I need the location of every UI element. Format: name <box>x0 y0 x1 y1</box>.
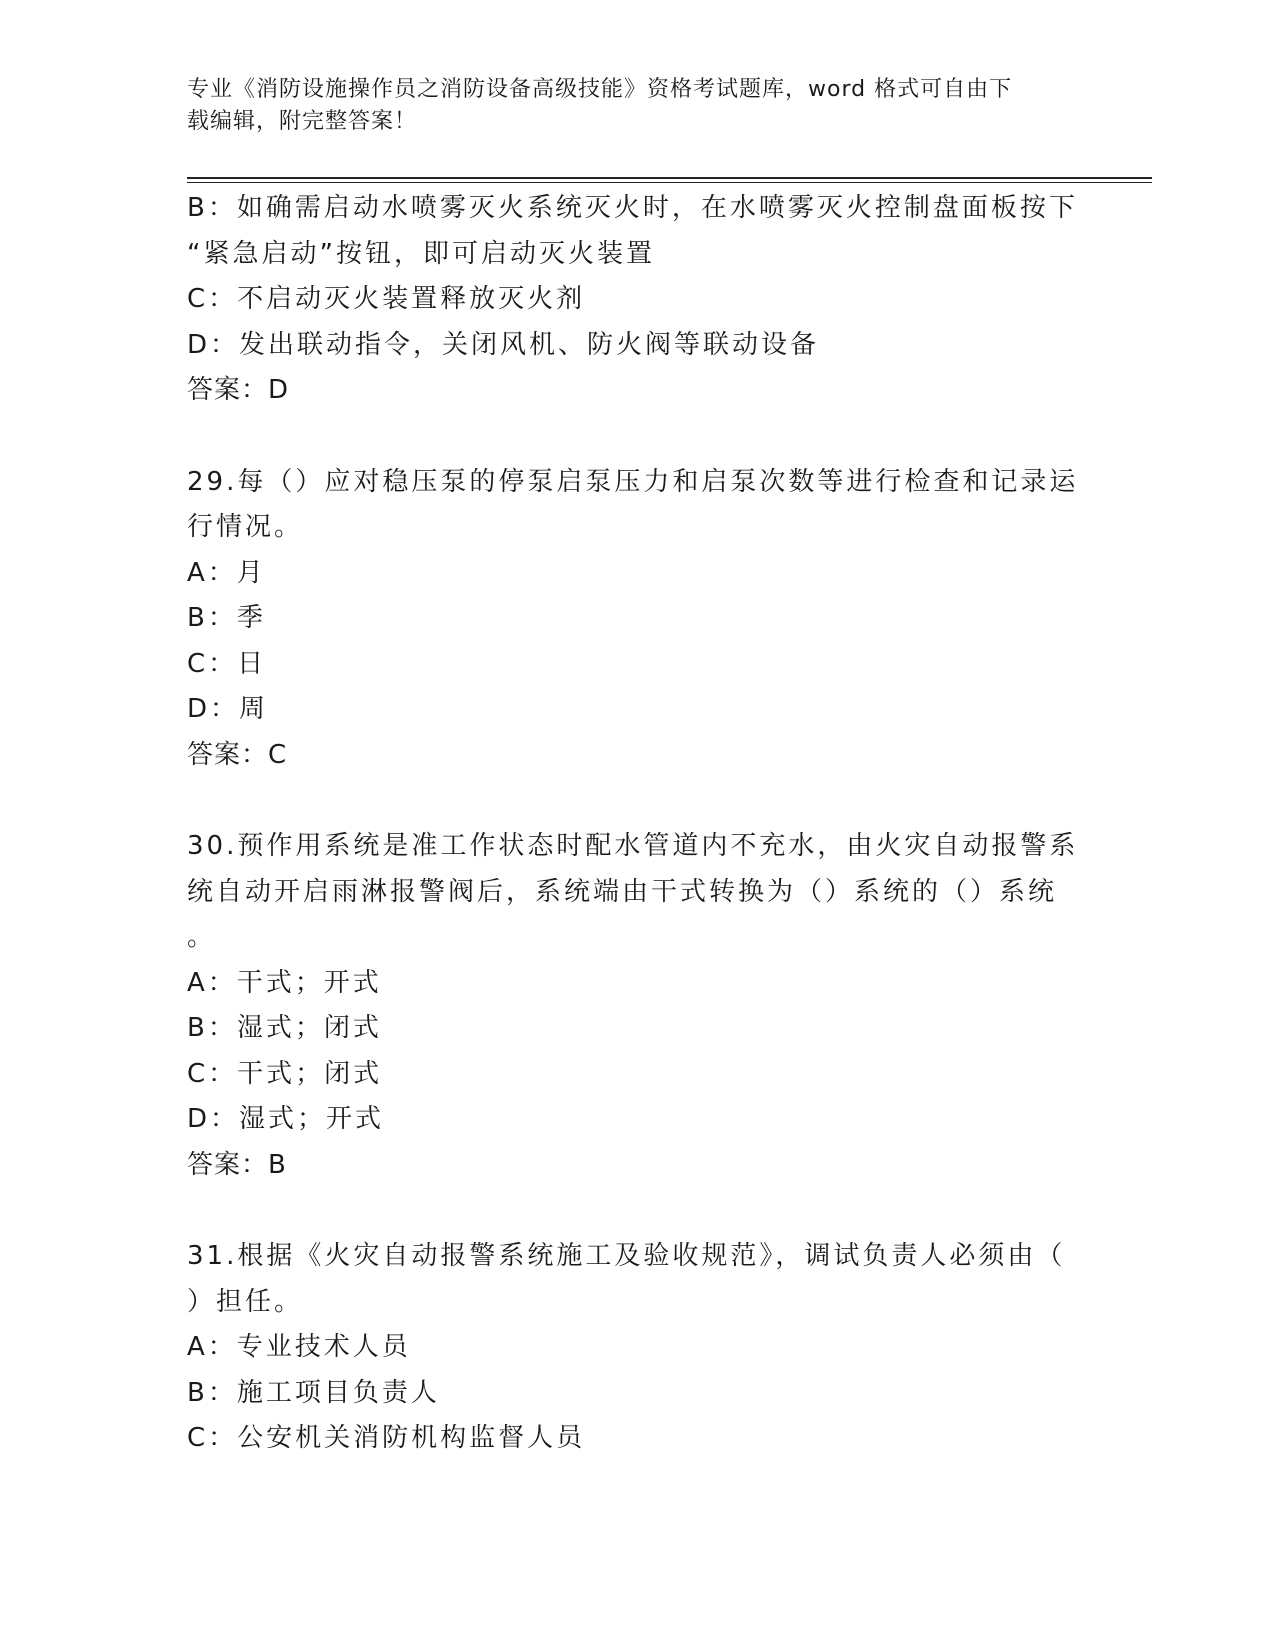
question-31 <box>187 1234 1067 1462</box>
question-28 <box>187 186 1078 414</box>
header-line-1: 专业《消防设施操作员之消防设备高级技能》资格考试题库，word 格式可自由下 <box>187 77 1013 102</box>
header-line-2: 载编辑，附完整答案！ <box>187 109 418 134</box>
question-29 <box>187 460 1079 779</box>
option-b-line-1: B：如确需启动水喷雾灭火系统灭火时，在水喷雾灭火控制盘面板按下 <box>187 193 1078 223</box>
option-a: A：干式；开式 <box>187 967 382 998</box>
option-b: B：施工项目负责人 <box>187 1377 440 1408</box>
answer: 答案：B <box>187 1149 287 1180</box>
option-b: B：湿式；闭式 <box>187 1013 382 1043</box>
header-divider-thick <box>187 177 1152 179</box>
option-b: B：季 <box>187 603 266 633</box>
question-stem-line-2: 统自动开启雨淋报警阀后，系统端由干式转换为（）系统的（）系统 <box>187 876 1058 907</box>
spacer <box>187 1188 1067 1234</box>
question-30 <box>187 824 1079 1188</box>
option-d: D：发出联动指令，关闭风机、防火阀等联动设备 <box>187 329 820 360</box>
option-c: C：日 <box>187 648 267 679</box>
question-stem-line-2: ）担任。 <box>187 1286 304 1317</box>
question-stem-line-3: 。 <box>187 922 217 952</box>
option-a: A：专业技术人员 <box>187 1332 411 1362</box>
question-list <box>187 186 1079 1462</box>
option-c: C：公安机关消防机构监督人员 <box>187 1423 586 1453</box>
option-d: D：湿式；开式 <box>187 1104 385 1134</box>
option-d: D：周 <box>187 694 269 724</box>
answer: 答案：C <box>187 739 288 770</box>
question-stem-line-1: 29.每（）应对稳压泵的停泵启泵压力和启泵次数等进行检查和记录运 <box>187 466 1079 497</box>
option-c: C：干式；闭式 <box>187 1058 383 1089</box>
spacer <box>187 414 1067 460</box>
spacer <box>187 778 1067 824</box>
option-b-line-2: “紧急启动”按钮，即可启动灭火装置 <box>187 238 655 269</box>
answer: 答案：D <box>187 375 290 405</box>
question-stem-line-1: 30.预作用系统是准工作状态时配水管道内不充水，由火灾自动报警系 <box>187 831 1079 861</box>
option-c: C：不启动灭火装置释放灭火剂 <box>187 284 586 314</box>
question-stem-line-2: 行情况。 <box>187 512 304 542</box>
document-header <box>187 74 1067 138</box>
option-a: A：月 <box>187 557 266 588</box>
header-divider-thin <box>187 182 1152 183</box>
question-stem-line-1: 31.根据《火灾自动报警系统施工及验收规范》，调试负责人必须由（ <box>187 1241 1066 1271</box>
